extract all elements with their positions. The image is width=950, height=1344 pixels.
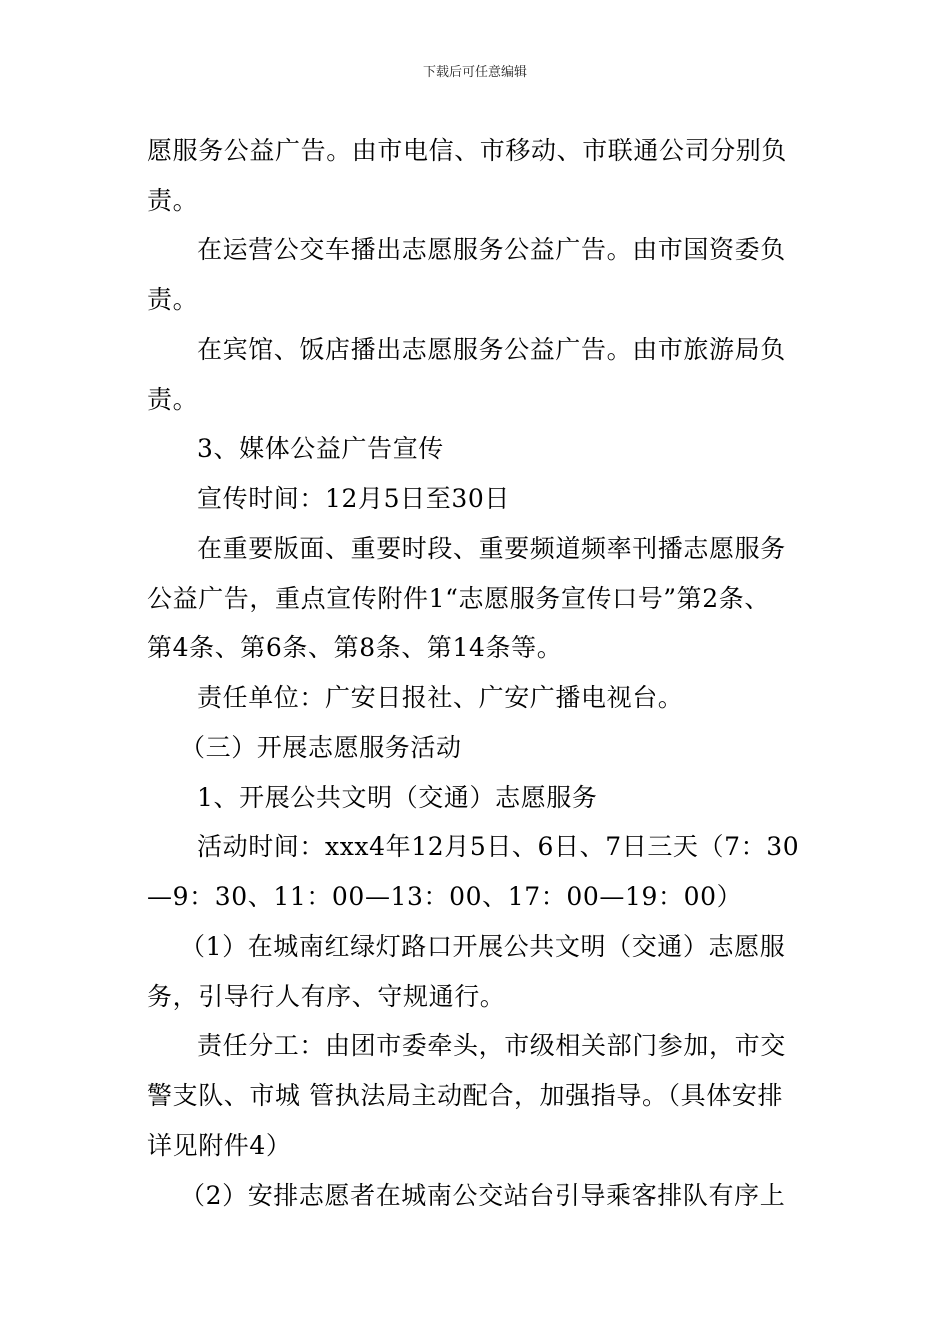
section-heading: （三）开展志愿服务活动 [180,733,462,762]
text-line: 责。 [147,285,199,314]
text-line: 详见附件4） [147,1131,292,1160]
text-line: （1）在城南红绿灯路口开展公共文明（交通）志愿服 [180,932,786,961]
text-line: 责。 [147,385,199,414]
text-line: 公益广告，重点宣传附件1“志愿服务宣传口号”第2条、 [147,584,770,613]
text-line: 第4条、第6条、第8条、第14条等。 [147,633,563,662]
text-line: 责任单位：广安日报社、广安广播电视台。 [197,683,684,712]
text-line: 活动时间：xxx4年12月5日、6日、7日三天（7：30 [197,832,800,861]
text-line: 在重要版面、重要时段、重要频道频率刊播志愿服务 [197,534,786,563]
page-header: 下载后可任意编辑 [422,65,527,80]
section-heading: 3、媒体公益广告宣传 [197,434,444,463]
text-line: —9：30、11：00—13：00、17：00—19：00） [147,882,743,911]
text-line: 愿服务公益广告。由市电信、市移动、市联通公司分别负 [147,136,788,165]
text-line: 务，引导行人有序、守规通行。 [147,982,506,1011]
text-line: 警支队、市城 管执法局主动配合，加强指导。（具体安排 [147,1081,784,1110]
text-line: 责任分工：由团市委牵头，市级相关部门参加，市交 [197,1031,786,1060]
text-line: 在运营公交车播出志愿服务公益广告。由市国资委负 [197,235,786,264]
section-heading: 1、开展公共文明（交通）志愿服务 [197,783,598,812]
text-line: 在宾馆、饭店播出志愿服务公益广告。由市旅游局负 [197,335,786,364]
text-line: 宣传时间：12月5日至30日 [197,484,510,513]
text-line: 责。 [147,186,199,215]
text-line: （2）安排志愿者在城南公交站台引导乘客排队有序上 [180,1181,786,1210]
